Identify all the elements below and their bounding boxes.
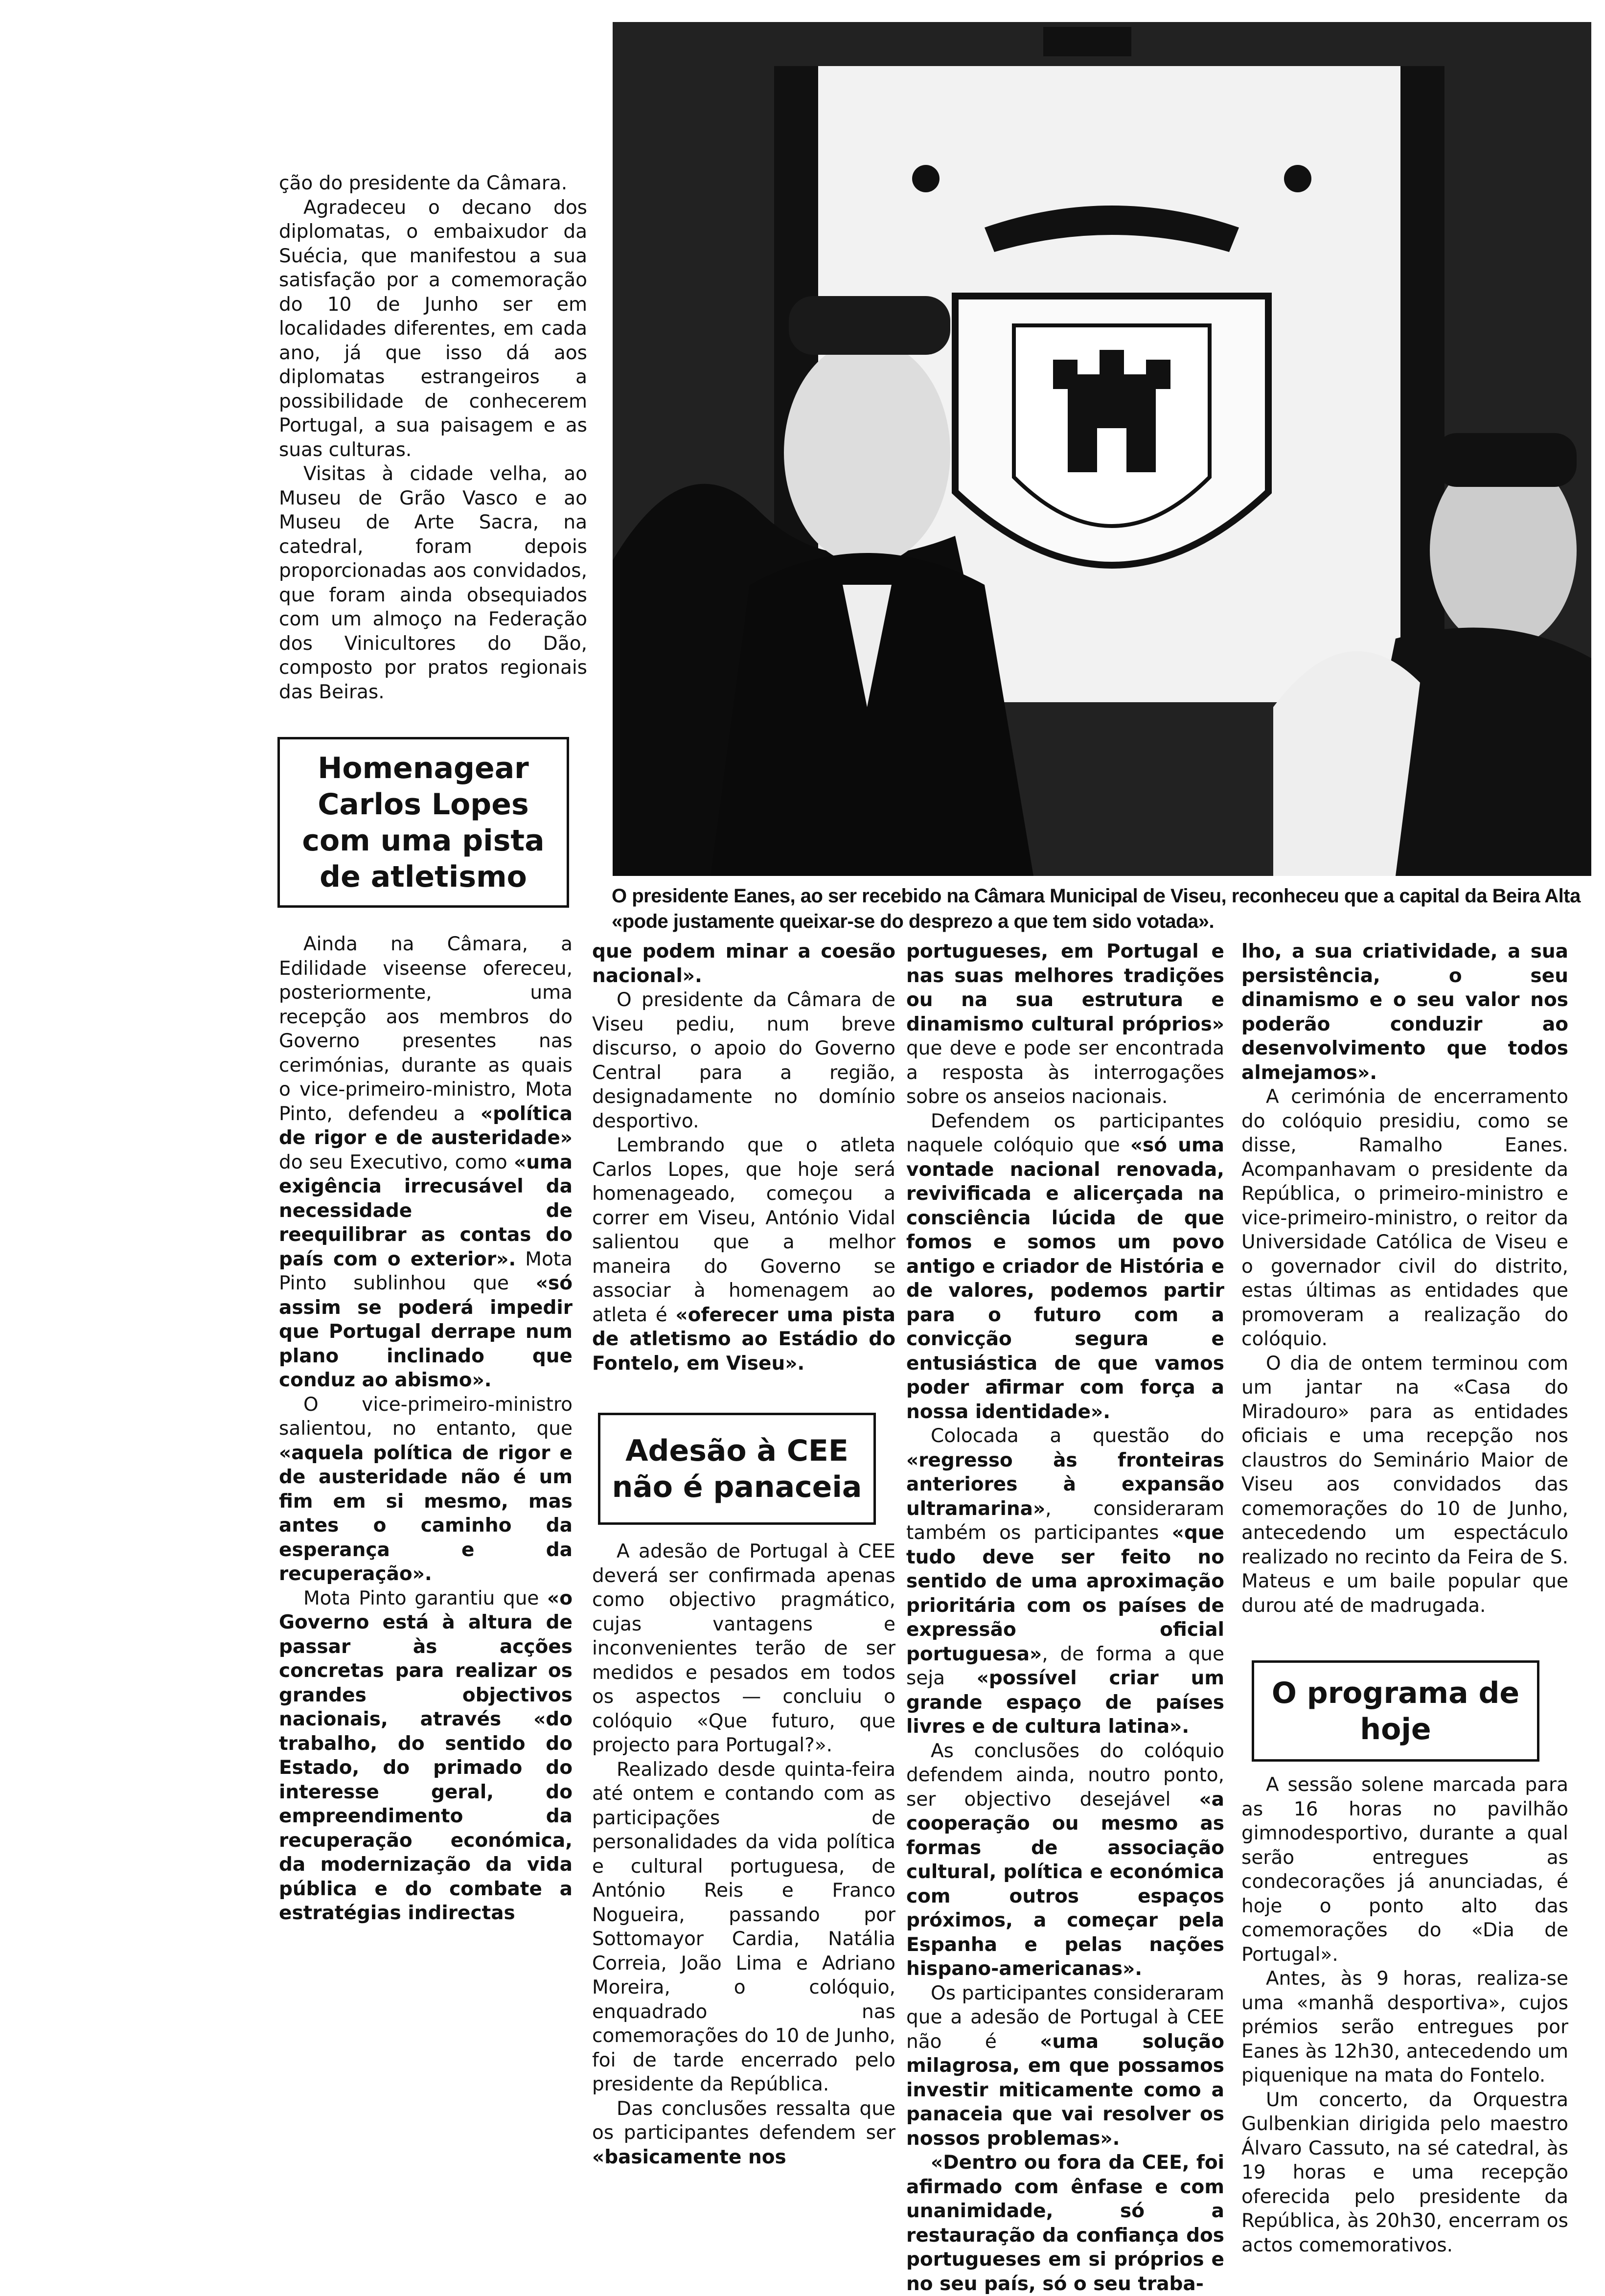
text-run: O vice-primeiro-ministro salientou, no entanto, que: [279, 1393, 573, 1440]
paragraph: [906, 2151, 1224, 2296]
text-run: O dia de ontem terminou com um jantar na «Casa do Miradouro» para as entidades oficiais e uma recepção nos claustros do Seminário Maior de Viseu aos convidados das comemorações do 10 de Junho, antecedendo um espectáculo realizado no recinto da Feira de S. Mateus e um baile popular que durou até de madrugada.: [1241, 1352, 1568, 1617]
paragraph: [1241, 1967, 1568, 2088]
paragraph: [592, 2097, 895, 2170]
text-run: A sessão solene marcada para as 16 horas no pavilhão gimnodesportivo, durante a qual serão entregues as condecorações já anunciadas, é hoje o ponto alto das comemorações do «Dia de Portugal».: [1241, 1774, 1568, 1966]
paragraph: [1241, 2088, 1568, 2258]
column-3: [906, 940, 1224, 2295]
paragraph: [279, 196, 587, 462]
column-1-top: [279, 171, 587, 714]
text-run: As conclusões do colóquio defendem ainda, noutro ponto, ser objectivo desejável: [906, 1740, 1224, 1811]
news-photo: [613, 22, 1591, 876]
text-run: do seu Executivo, como: [279, 1151, 514, 1173]
paragraph: [906, 940, 1224, 1109]
text-run: Das conclusões ressalta que os participantes defendem ser: [592, 2097, 895, 2144]
paragraph: [906, 1109, 1224, 1424]
bold-quote: «possível criar um grande espaço de países livres e de cultura latina».: [906, 1667, 1224, 1738]
paragraph: [1241, 940, 1568, 1085]
bold-quote: «só assim se poderá impedir que Portugal derrape num plano inclinado que conduz ao abismo».: [279, 1272, 573, 1391]
paragraph: [906, 1739, 1224, 1981]
text-run: Um concerto, da Orquestra Gulbenkian dirigida pelo maestro Álvaro Cassuto, na sé catedral, às 19 horas e uma recepção oferecida pelo presidente da República, às 20h30, encerram os actos comemorativos.: [1241, 2089, 1568, 2256]
text-run: Mota Pinto garantiu que: [303, 1587, 547, 1609]
text-run: , consideraram também os participantes: [906, 1497, 1224, 1544]
bold-quote: «política de rigor e de austeridade»: [279, 1102, 573, 1149]
column-1-bottom: [279, 932, 573, 1924]
column-4-bottom: [1241, 1773, 1568, 2282]
paragraph: [1241, 1085, 1568, 1352]
column-2-top: [592, 940, 895, 1395]
text-run: Ainda na Câmara, a Edilidade viseense ofereceu, posteriormente, uma recepção aos membros do Governo presentes nas cerimónias, durante as quais o vice-primeiro-ministro, Mota Pinto, defendeu a: [279, 933, 573, 1125]
paragraph: [592, 1133, 895, 1376]
paragraph: [279, 932, 573, 1393]
paragraph: [279, 1586, 573, 1926]
bold-quote: «uma solução milagrosa, em que possamos investir miticamente como a panaceia que vai resolver os nossos problemas».: [906, 2030, 1224, 2150]
column-2-bottom: [592, 1539, 895, 2168]
bold-quote: «que tudo deve ser feito no sentido de uma aproximação prioritária com os países de expressão oficial portuguesa»: [906, 1522, 1224, 1665]
paragraph: [1241, 1352, 1568, 1618]
bold-quote: «só uma vontade nacional renovada, revivificada e alicerçada na consciência lúcida de que fomos e somos um povo antigo e criador de História e de valores, podemos partir para o futuro com a convicção segura e entusiástica de que vamos poder afirmar com força a nossa identidade».: [906, 1134, 1224, 1423]
text-run: ção do presidente da Câmara.: [279, 172, 568, 194]
paragraph: [906, 1424, 1224, 1739]
paragraph: [592, 988, 895, 1133]
text-run: Lembrando que o atleta Carlos Lopes, que hoje será homenageado, começou a correr em Viseu, António Vidal salientou que a melhor maneira do Governo se associar à homenagem ao atleta é: [592, 1134, 895, 1326]
paragraph: [592, 940, 895, 988]
text-run: Antes, às 9 horas, realiza-se uma «manhã desportiva», cujos prémios serão entregues por Eanes às 12h30, antecedendo um piquenique na mata do Fontelo.: [1241, 1968, 1568, 2087]
bold-quote: «aquela política de rigor e de austeridade não é um fim em si mesmo, mas antes o caminho da esperança e da recuperação».: [279, 1442, 573, 1585]
text-run: A cerimónia de encerramento do colóquio presidiu, como se disse, Ramalho Eanes. Acompanhavam o presidente da República, o primeiro-ministro e vice-primeiro-ministro, o reitor da Universidade Católica de Viseu e o governador civil do distrito, estas últimas as entidades que promoveram a realização do colóquio.: [1241, 1086, 1568, 1350]
column-4-top: [1241, 940, 1568, 1644]
headline-programa: O programa de hoje: [1252, 1660, 1539, 1762]
paragraph: [279, 1393, 573, 1586]
text-run: que deve e pode ser encontrada a resposta às interrogações sobre os anseios nacionais.: [906, 1037, 1224, 1108]
bold-quote: «oferecer uma pista de atletismo ao Estádio do Fontelo, em Viseu».: [592, 1304, 895, 1375]
text-run: Os participantes consideraram que a adesão de Portugal à CEE não é: [906, 1982, 1224, 2053]
bold-quote: que podem minar a coesão nacional».: [592, 941, 895, 987]
bold-quote: «o Governo está à altura de passar às acções concretas para realizar os grandes objectivos nacionais, através «do trabalho, do sentido do Estado, do primado do interesse geral, do empreendimento da recuperação económica, da modernização da vida pública e do combate a estratégias indirectas: [279, 1587, 573, 1924]
paragraph: [906, 1981, 1224, 2151]
headline-adesao-cee: Adesão à CEE não é panaceia: [598, 1413, 876, 1525]
text-run: A adesão de Portugal à CEE deverá ser confirmada apenas como objectivo pragmático, cujas vantagens e inconvenientes terão de ser medidos e pesados em todos os aspectos — concluiu o colóquio «Que futuro, que projecto para Portugal?».: [592, 1540, 895, 1756]
bold-quote: lho, a sua criatividade, a sua persistência, o seu dinamismo e o seu valor nos poderão conduzir ao desenvolvimento que todos almejamos».: [1241, 941, 1568, 1084]
bold-quote: «uma exigência irrecusável da necessidade de reequilibrar as contas do país com o exterior».: [279, 1151, 573, 1270]
photo-caption: O presidente Eanes, ao ser recebido na Câmara Municipal de Viseu, reconheceu que a capital da Beira Alta «pode justamente queixar-se do desprezo a que tem sido votada».: [612, 885, 1581, 932]
text-run: Colocada a questão do: [931, 1425, 1224, 1447]
text-run: Defendem os participantes naquele colóquio que: [906, 1110, 1224, 1156]
bold-quote: «regresso às fronteiras anteriores à expansão ultramarina»: [906, 1449, 1224, 1520]
paragraph: [279, 171, 587, 196]
bold-quote: «Dentro ou fora da CEE, foi afirmado com ênfase e com unanimidade, só a restauração da confiança dos portugueses em si próprios e no seu país, só o seu traba-: [906, 2152, 1224, 2295]
paragraph: [592, 1758, 895, 2097]
text-run: Visitas à cidade velha, ao Museu de Grão Vasco e ao Museu de Arte Sacra, na catedral, foram depois proporcionadas aos convidados, que foram ainda obsequiados com um almoço na Federação dos Vinicultores do Dão, composto por pratos regionais das Beiras.: [279, 463, 587, 703]
text-run: O presidente da Câmara de Viseu pediu, num breve discurso, o apoio do Governo Central para a região, designadamente no domínio desportivo.: [592, 989, 895, 1132]
bold-quote: portugueses, em Portugal e nas suas melhores tradições ou na sua estrutura e dinamismo cultural próprios»: [906, 941, 1224, 1035]
text-run: Agradeceu o decano dos diplomatas, o embaixudor da Suécia, que manifestou a sua satisfação por a comemoração do 10 de Junho ser em localidades diferentes, em cada ano, já que isso dá aos diplomatas estrangeiros a possibilidade de conhecerem Portugal, a sua paisagem e as suas culturas.: [279, 196, 587, 461]
photo-illustration: [613, 22, 1591, 876]
text-run: Realizado desde quinta-feira até ontem e contando com as participações de personalidades da vida política e cultural portuguesa, de António Reis e Franco Nogueira, passando por Sottomayor Cardia, Natália Correia, João Lima e Adriano Moreira, o colóquio, enquadrado nas comemorações do 10 de Junho, foi de tarde encerrado pelo presidente da República.: [592, 1758, 895, 2095]
paragraph: [1241, 1773, 1568, 1967]
paragraph: [592, 1539, 895, 1758]
bold-quote: «a cooperação ou mesmo as formas de associação cultural, política e económica com outros espaços próximos, a começar pela Espanha e pelas nações hispano-americanas».: [906, 1788, 1224, 1980]
text-run: Mota Pinto sublinhou que: [279, 1248, 573, 1294]
bold-quote: «basicamente nos: [592, 2146, 786, 2168]
paragraph: [279, 462, 587, 704]
headline-homenagear: Homenagear Carlos Lopes com uma pista de atletismo: [277, 737, 569, 908]
text-run: , de forma a que seja: [906, 1643, 1224, 1689]
